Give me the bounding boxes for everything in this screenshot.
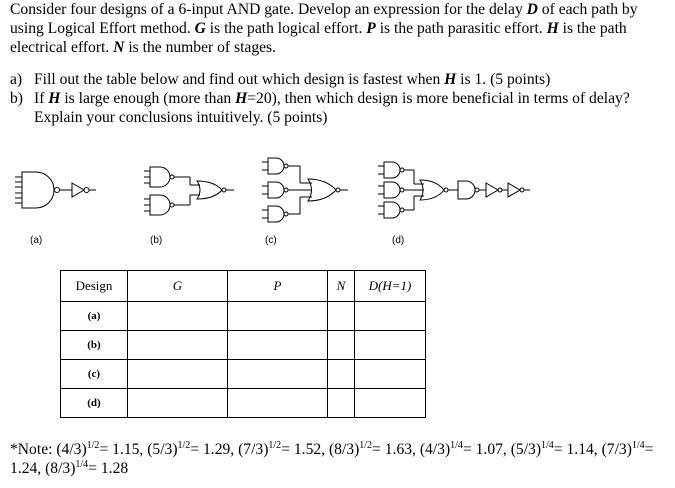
table-cell	[128, 360, 228, 389]
question-letter: a)	[10, 71, 23, 88]
note-exp: 1/4	[631, 439, 645, 451]
note-exp: 1/4	[75, 458, 89, 470]
note-val: = 1.29,	[190, 441, 239, 458]
table-header: G	[128, 271, 228, 302]
note-exp: 1/2	[359, 439, 373, 451]
table-row-label: (c)	[61, 360, 128, 389]
table-row	[61, 302, 426, 331]
table-row-label: (d)	[61, 389, 128, 418]
table-cell	[355, 331, 426, 360]
table-cell	[355, 302, 426, 331]
note-exp: 1/2	[86, 439, 100, 451]
design-d-diagram	[378, 162, 530, 218]
var-h: H	[546, 20, 559, 37]
note-val: = 1.24,	[10, 441, 654, 477]
question-text-part: is 1. (5 points)	[456, 71, 551, 88]
question-text-part: =20), then which design is more beneficial in terms of delay? Explain your conclusions intuitively. (5 points)	[34, 90, 630, 126]
note-val: = 1.63,	[372, 441, 420, 458]
table-row	[61, 331, 426, 360]
table-cell	[328, 389, 355, 418]
question-text	[34, 89, 670, 127]
note-val: = 1.28	[88, 460, 129, 477]
table-header: N	[328, 271, 355, 302]
figure-label-c: (c)	[265, 235, 277, 246]
design-c-diagram	[262, 158, 348, 222]
table-header: P	[228, 271, 328, 302]
note-base: (7/3)	[601, 441, 632, 458]
note-prefix: *Note:	[10, 441, 57, 458]
figure-label-b: (b)	[150, 235, 163, 246]
table-cell	[355, 389, 426, 418]
table-row-label: (a)	[61, 302, 128, 331]
var-p: P	[366, 20, 376, 37]
intro-text-3: is the path logical effort.	[205, 20, 367, 37]
design-table	[60, 270, 426, 418]
note-exp: 1/2	[268, 439, 282, 451]
table-cell	[128, 331, 228, 360]
table-cell	[355, 360, 426, 389]
table-cell	[228, 389, 328, 418]
note-exp: 1/4	[450, 439, 463, 451]
table-header: Design	[61, 271, 128, 302]
note-base: (7/3)	[238, 441, 269, 458]
figure-label-a: (a)	[30, 235, 43, 246]
table-cell	[228, 331, 328, 360]
table-cell	[228, 302, 328, 331]
intro-text-2: of each path by using Logical Effort method.	[10, 1, 638, 37]
intro-text-1: Consider four designs of a 6-input AND gate. Develop an expression for the delay	[10, 1, 527, 18]
table-row	[61, 389, 426, 418]
table-cell	[328, 302, 355, 331]
question-b	[10, 89, 670, 127]
table-cell	[328, 331, 355, 360]
var-n: N	[113, 39, 125, 56]
question-letter: b)	[10, 90, 23, 107]
design-b-diagram	[144, 167, 234, 215]
figure-label-d: (d)	[392, 235, 405, 246]
note-val: = 1.52,	[281, 441, 329, 458]
question-a	[10, 70, 670, 89]
note-base: (4/3)	[419, 441, 451, 458]
intro-text-5: is the path electrical effort.	[10, 20, 627, 56]
note-base: (5/3)	[510, 441, 542, 458]
question-var: H	[48, 90, 61, 107]
question-var: H	[444, 71, 457, 88]
var-g: G	[194, 20, 206, 37]
var-d: D	[526, 1, 538, 18]
note-base: (4/3)	[56, 441, 87, 458]
note-val: = 1.14,	[553, 441, 602, 458]
table-cell	[328, 360, 355, 389]
question-text-part: Fill out the table below and find out which design is fastest when	[34, 71, 445, 88]
design-a-diagram	[15, 172, 96, 208]
question-list	[10, 70, 670, 127]
intro-text-4: is the path parasitic effort.	[375, 20, 547, 37]
table-row	[61, 360, 426, 389]
note-exp: 1/2	[177, 439, 191, 451]
table-row-label: (b)	[61, 331, 128, 360]
question-text-part: is large enough (more than	[60, 90, 236, 107]
table-cell	[128, 302, 228, 331]
note-exp: 1/4	[541, 439, 554, 451]
question-var: H	[235, 90, 248, 107]
note-base: (5/3)	[147, 441, 178, 458]
note-val: = 1.15,	[99, 441, 148, 458]
table-cell	[128, 389, 228, 418]
note-val: = 1.07,	[462, 441, 511, 458]
footnote	[10, 440, 675, 478]
problem-intro	[10, 0, 670, 57]
note-base: (8/3)	[45, 460, 76, 477]
table-header: D(H=1)	[355, 271, 426, 302]
table-header-row	[61, 271, 426, 302]
intro-text-6: is the number of stages.	[124, 39, 277, 56]
note-base: (8/3)	[328, 441, 360, 458]
question-text-part: If	[34, 90, 49, 107]
question-text	[34, 70, 670, 89]
table-cell	[228, 360, 328, 389]
gate-designs-figure	[0, 150, 675, 235]
